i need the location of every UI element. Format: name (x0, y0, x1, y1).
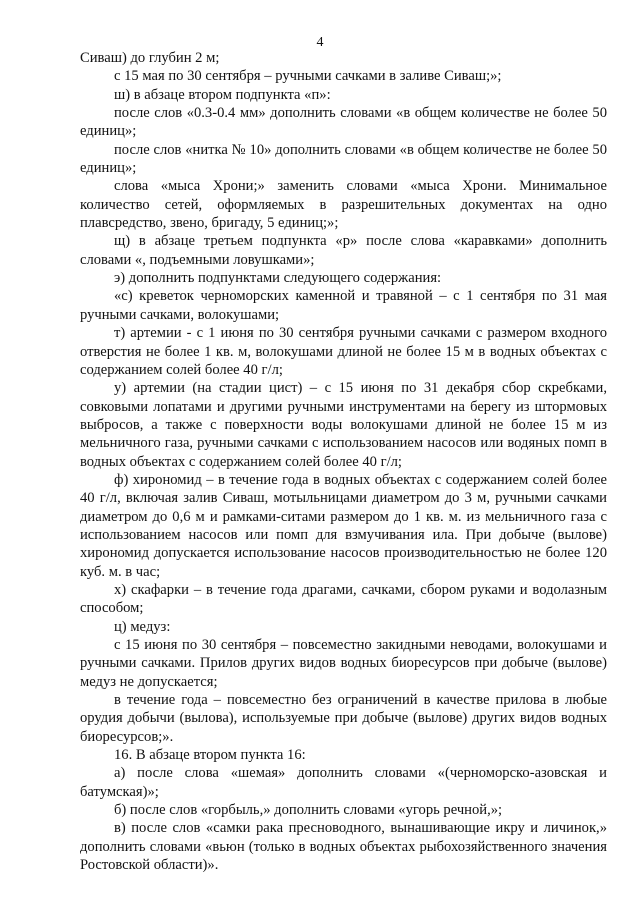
paragraph: ш) в абзаце втором подпункта «п»: (114, 86, 331, 103)
paragraph: ф) хирономид – в течение года в водных объектах с содержанием солей более 40 г/л, включая залив Сиваш, мотыльницами диаметром до 3 м, ручными сачками диаметром до 0,6 м и рамками-ситами размером до 1 кв. м. из мельничного газа с использованием насосов или помп для взмучивания ила. При добыче (вылове) хирономид допускается использование насосов производительностью не более 120 куб. м. в час; (80, 471, 607, 580)
paragraph: 16. В абзаце втором пункта 16: (114, 747, 306, 764)
paragraph: э) дополнить подпунктами следующего содержания: (114, 270, 442, 287)
paragraph: а) после слова «шемая» дополнить словами «(черноморско-азовская и батумская)»; (80, 765, 607, 800)
paragraph: Сиваш) до глубин 2 м; (80, 50, 220, 66)
paragraph: т) артемии - с 1 июня по 30 сентября ручными сачками с размером входного отверстия не более 1 кв. м, волокушами длиной не более 15 м в водных объектах с содержанием солей более 40 г/л; (80, 325, 607, 378)
paragraph: «с) креветок черноморских каменной и травяной – с 1 сентября по 31 мая ручными сачками, волокушами; (80, 288, 607, 323)
paragraph: щ) в абзаце третьем подпункта «р» после слова «каравками» дополнить словами «, подъемными ловушками»; (80, 233, 607, 268)
paragraph: с 15 мая по 30 сентября – ручными сачками в заливе Сиваш;»; (114, 68, 502, 85)
paragraph: в течение года – повсеместно без ограничений в качестве прилова в любые орудия добычи (вылова), используемые при добыче (вылове) других видов водных биоресурсов;». (80, 692, 607, 745)
paragraph: у) артемии (на стадии цист) – с 15 июня по 31 декабря сбор скребками, совковыми лопатами и другими ручными инструментами на берегу из штормовых выбросов, а также с поверхности воды волокушами длиной не более 15 м из мельничного газа, ручными сачками с использованием насосов или водяных помп в водных объектах с содержанием солей более 40 г/л; (80, 380, 607, 470)
paragraph: в) после слов «самки рака пресноводного, вынашивающие икру и личинок,» дополнить словами «вьюн (только в водных объектах рыбохозяйственного значения Ростовской области)». (80, 820, 607, 874)
paragraph: после слов «0.3-0.4 мм» дополнить словами «в общем количестве не более 50 единиц»; (80, 105, 607, 140)
paragraph: с 15 июня по 30 сентября – повсеместно закидными неводами, волокушами и ручными сачками. Прилов других видов водных биоресурсов при добыче (вылове) медуз не допускается; (80, 637, 607, 690)
paragraph: после слов «нитка № 10» дополнить словами «в общем количестве не более 50 единиц»; (80, 141, 607, 177)
paragraph: б) после слов «горбыль,» дополнить словами «угорь речной,»; (114, 802, 503, 819)
paragraph: ц) медуз: (114, 618, 171, 635)
paragraph: х) скафарки – в течение года драгами, сачками, сбором руками и водолазным способом; (80, 581, 607, 617)
paragraph: слова «мыса Хрони;» заменить словами «мыса Хрони. Минимальное количество сетей, оформляемых в разрешительных документах на одно плавсредство, звено, бригаду, 5 единиц;»; (80, 178, 607, 232)
document-body (80, 49, 607, 874)
page-number: 4 (316, 35, 324, 50)
